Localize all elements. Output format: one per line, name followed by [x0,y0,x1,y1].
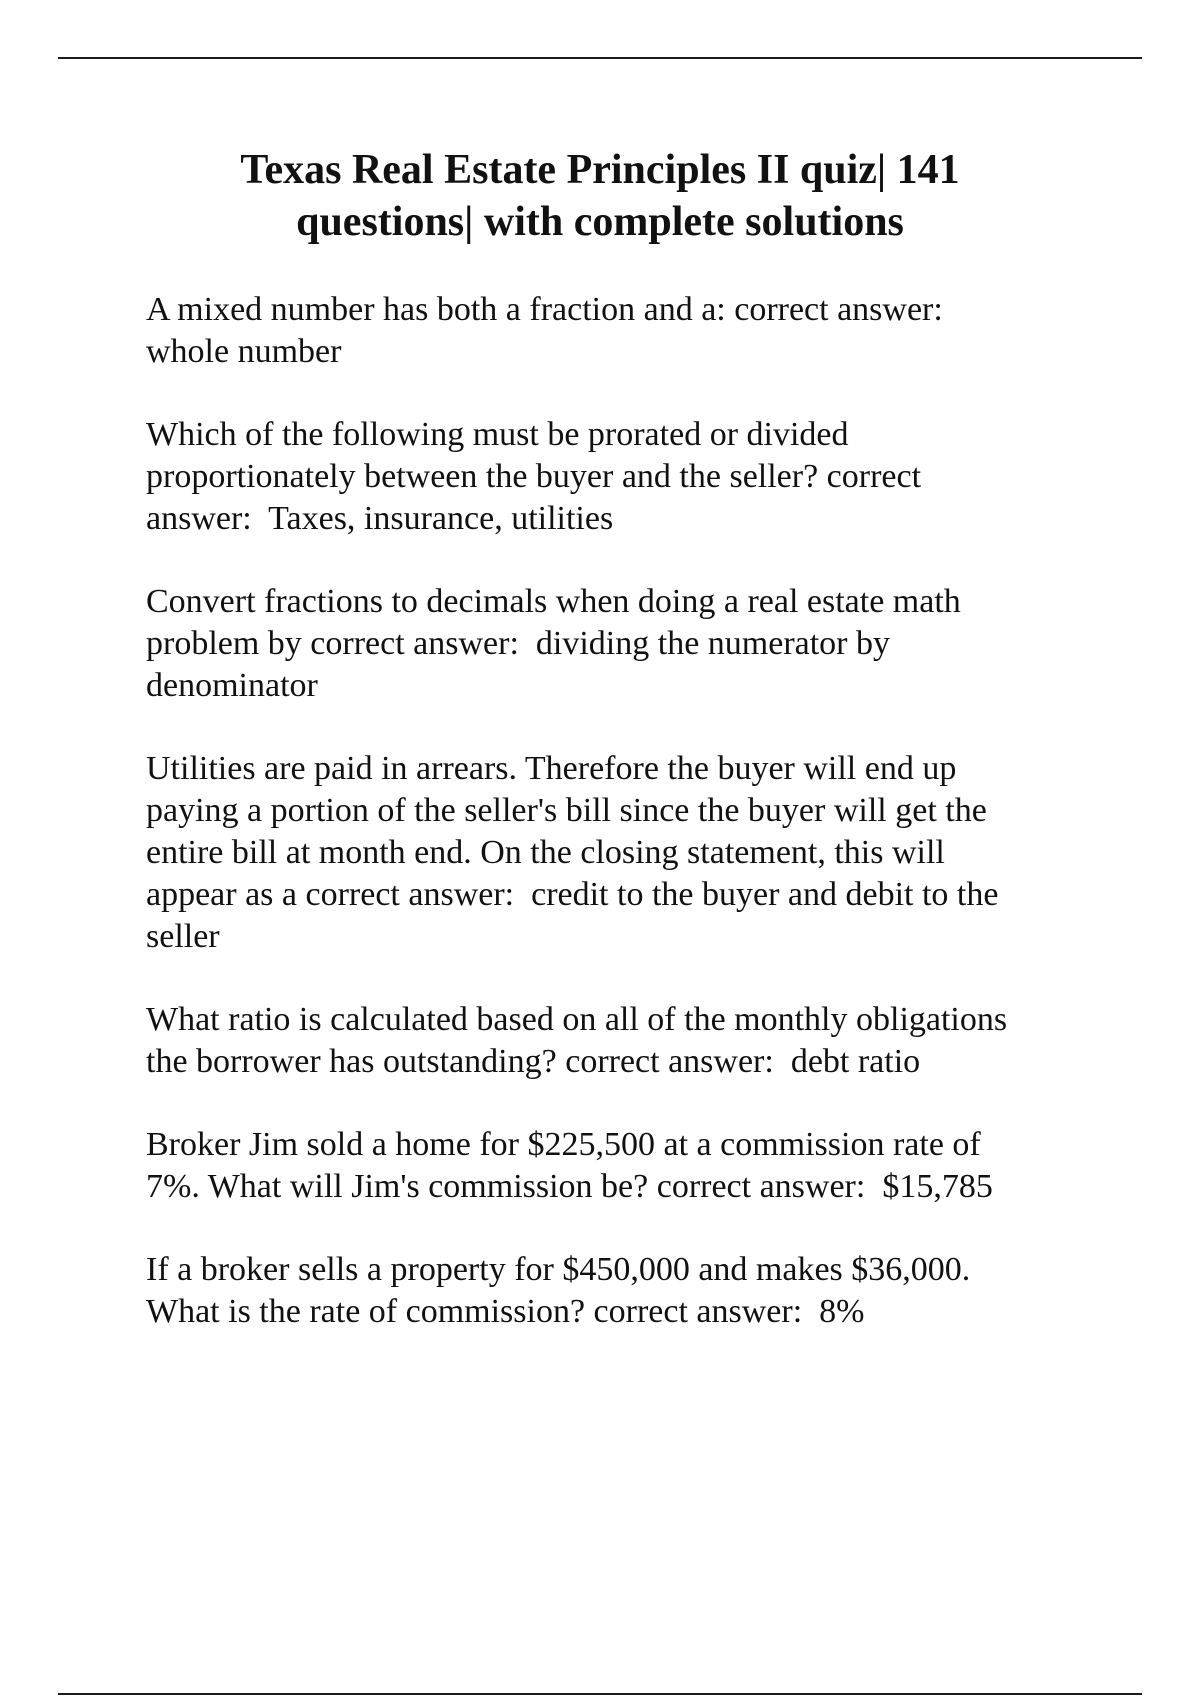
document-title [0,144,1200,248]
qa-item-4 [146,748,1106,958]
qa-line: Utilities are paid in arrears. Therefore the buyer will end up [146,750,957,787]
qa-line: 7%. What will Jim's commission be? correct answer: $15,785 [146,1168,993,1205]
title-line-2: questions| with complete solutions [296,199,904,245]
bottom-rule [58,1693,1142,1695]
question-answer-list [146,289,1106,1374]
qa-line: whole number [146,333,342,370]
qa-item-6 [146,1124,1106,1208]
qa-item-5 [146,999,1106,1083]
qa-line: paying a portion of the seller's bill since the buyer will get the [146,792,987,829]
qa-line: answer: Taxes, insurance, utilities [146,500,614,537]
qa-line: denominator [146,667,318,704]
qa-item-7 [146,1249,1106,1333]
qa-line: problem by correct answer: dividing the numerator by [146,625,890,662]
qa-line: A mixed number has both a fraction and a: correct answer: [146,291,943,328]
qa-line: proportionately between the buyer and the seller? correct [146,458,922,495]
qa-line: If a broker sells a property for $450,000 and makes $36,000. [146,1251,971,1288]
title-line-1: Texas Real Estate Principles II quiz| 141 [240,147,960,193]
qa-item-2 [146,414,1106,540]
qa-line: Convert fractions to decimals when doing a real estate math [146,583,961,620]
qa-line: seller [146,918,220,955]
qa-line: Which of the following must be prorated or divided [146,416,849,453]
qa-line: What is the rate of commission? correct answer: 8% [146,1293,865,1330]
top-rule [58,57,1142,59]
qa-item-3 [146,581,1106,707]
qa-line: What ratio is calculated based on all of the monthly obligations [146,1001,1008,1038]
qa-line: appear as a correct answer: credit to the buyer and debit to the [146,876,999,913]
qa-line: Broker Jim sold a home for $225,500 at a commission rate of [146,1126,981,1163]
qa-line: the borrower has outstanding? correct answer: debt ratio [146,1043,921,1080]
qa-line: entire bill at month end. On the closing statement, this will [146,834,945,871]
qa-item-1 [146,289,1106,373]
